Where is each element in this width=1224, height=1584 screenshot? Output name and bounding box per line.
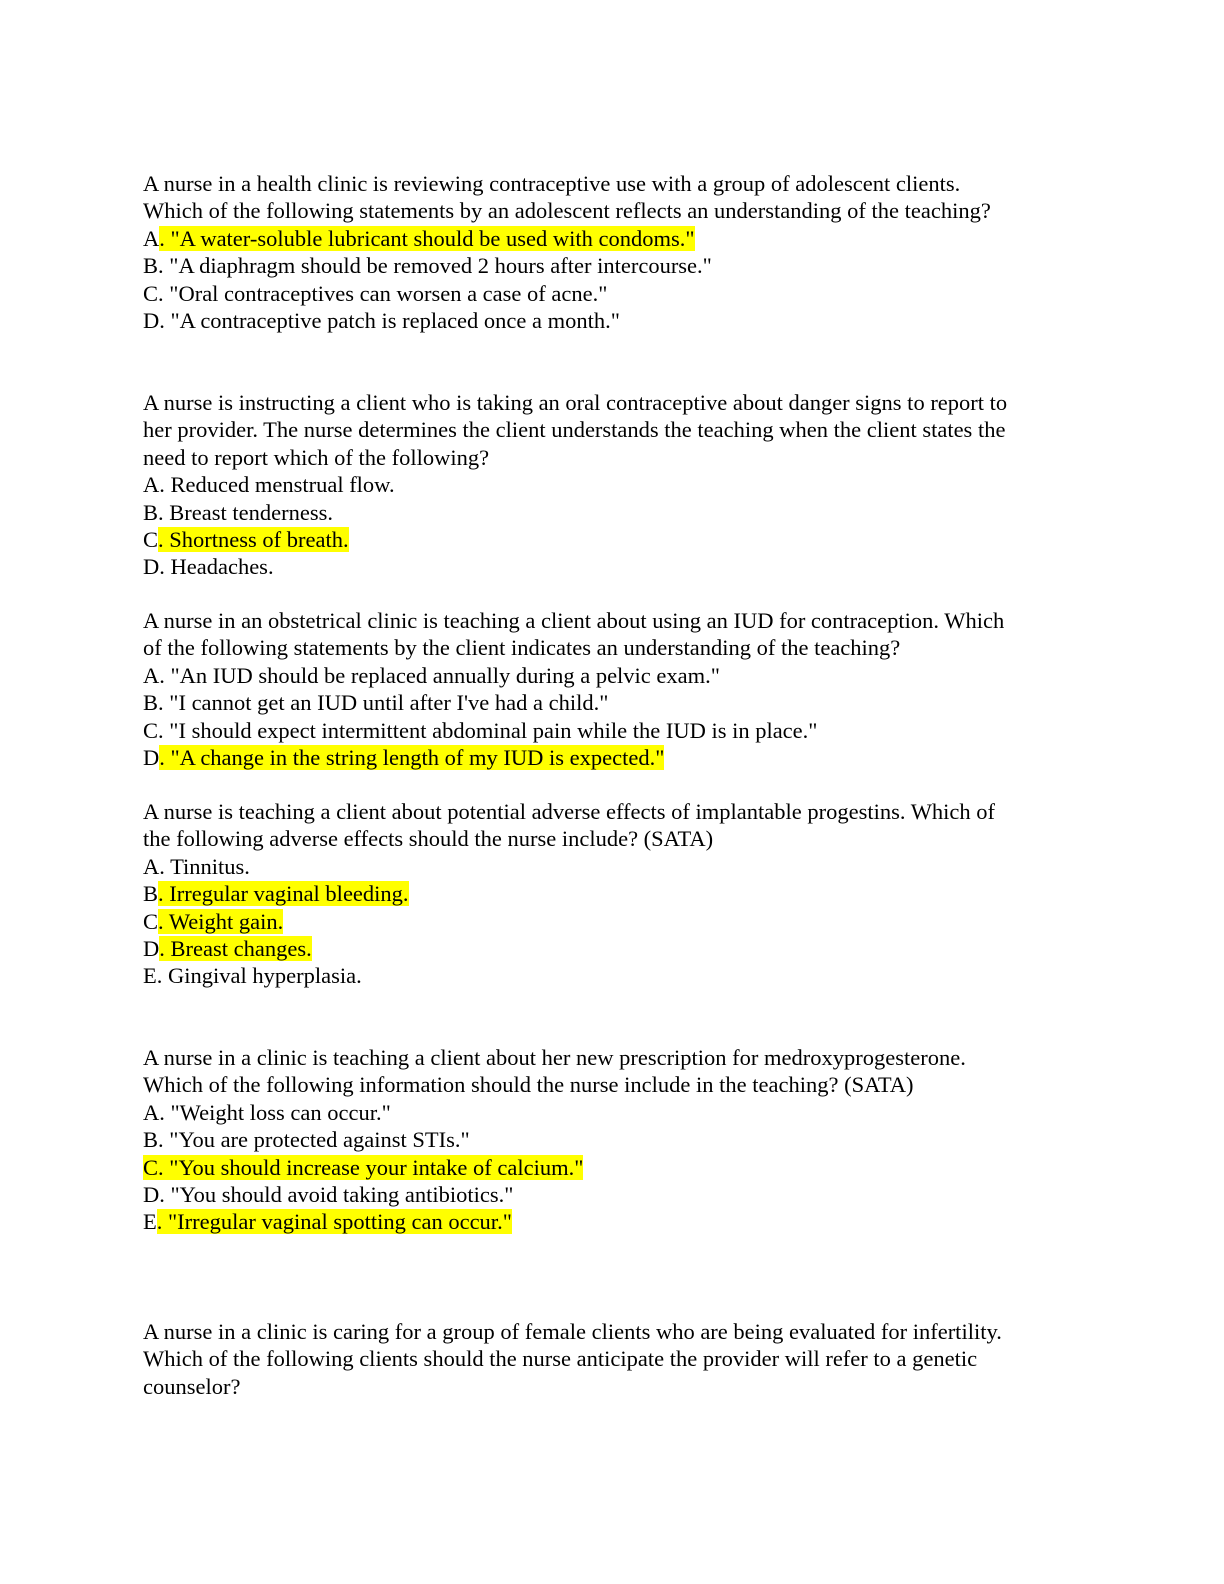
answer-option-b <box>143 252 1083 279</box>
question-stem-line: Which of the following information should the nurse include in the teaching? (SATA) <box>143 1072 914 1098</box>
option-letter: A <box>143 1099 160 1125</box>
question-stem-line: the following adverse effects should the nurse include? (SATA) <box>143 826 714 852</box>
answer-option-d <box>143 307 1083 334</box>
option-text: . Headaches. <box>159 554 274 580</box>
option-text-highlighted: . Breast changes. <box>159 935 312 961</box>
option-letter: A <box>143 225 160 251</box>
option-letter: C <box>143 280 159 306</box>
option-text-highlighted: . "A change in the string length of my IUD is expected." <box>159 744 665 770</box>
option-letter-highlighted: C <box>143 1154 159 1180</box>
option-text-highlighted: . "You should increase your intake of calcium." <box>158 1154 584 1180</box>
option-letter: B <box>143 499 159 525</box>
answer-option-c <box>143 1154 1083 1181</box>
option-text: . "A contraceptive patch is replaced once a month." <box>159 307 620 333</box>
answer-option-a <box>143 1099 1083 1126</box>
question-stem-line: her provider. The nurse determines the client understands the teaching when the client states the <box>143 417 1006 443</box>
question-stem-line: of the following statements by the client indicates an understanding of the teaching? <box>143 635 901 661</box>
answer-option-a <box>143 853 1083 880</box>
option-text: . Gingival hyperplasia. <box>156 963 362 989</box>
question-stem-line: Which of the following clients should the nurse anticipate the provider will refer to a genetic <box>143 1346 978 1372</box>
answer-option-a <box>143 662 1083 689</box>
answer-option-d <box>143 744 1083 771</box>
answer-option-e <box>143 962 1083 989</box>
answer-option-c <box>143 908 1083 935</box>
answer-option-e <box>143 1208 1083 1235</box>
option-letter: D <box>143 307 160 333</box>
option-text-highlighted: . Shortness of breath. <box>158 526 349 552</box>
option-letter: D <box>143 554 160 580</box>
answer-option-a <box>143 225 1083 252</box>
option-letter: D <box>143 744 160 770</box>
question-3 <box>143 607 1083 771</box>
option-text: . "I should expect intermittent abdominal pain while the IUD is in place." <box>158 717 818 743</box>
question-stem-line: A nurse is instructing a client who is taking an oral contraceptive about danger signs to report to <box>143 390 1008 415</box>
question-1 <box>143 170 1083 334</box>
option-text: . "You are protected against STIs." <box>158 1127 470 1153</box>
option-letter: A <box>143 853 160 879</box>
option-text: . Reduced menstrual flow. <box>159 472 395 498</box>
option-text-highlighted: . "A water-soluble lubricant should be used with condoms." <box>159 225 695 251</box>
option-text-highlighted: . Weight gain. <box>158 908 284 934</box>
option-text: . "I cannot get an IUD until after I've had a child." <box>158 690 609 716</box>
answer-option-c <box>143 280 1083 307</box>
option-letter: B <box>143 690 159 716</box>
option-letter: B <box>143 1127 159 1153</box>
option-letter: C <box>143 908 159 934</box>
option-letter: D <box>143 935 160 961</box>
option-letter: B <box>143 253 159 279</box>
option-text: . "Weight loss can occur." <box>159 1099 391 1125</box>
question-stem-line: counselor? <box>143 1373 241 1399</box>
answer-option-b <box>143 499 1083 526</box>
answer-option-b <box>143 689 1083 716</box>
question-stem-line: Which of the following statements by an adolescent reflects an understanding of the teaching? <box>143 198 991 224</box>
option-text-highlighted: . Irregular vaginal bleeding. <box>158 881 409 907</box>
question-2 <box>143 389 1083 581</box>
option-letter: E <box>143 1209 157 1235</box>
option-text: . Tinnitus. <box>159 853 250 879</box>
answer-option-c <box>143 526 1083 553</box>
question-6 <box>143 1318 1083 1400</box>
answer-option-d <box>143 553 1083 580</box>
option-text: . "An IUD should be replaced annually during a pelvic exam." <box>159 662 720 688</box>
option-text: . "A diaphragm should be removed 2 hours after intercourse." <box>158 253 712 279</box>
option-letter: A <box>143 662 160 688</box>
question-4 <box>143 798 1083 990</box>
answer-option-c <box>143 717 1083 744</box>
answer-option-a <box>143 471 1083 498</box>
option-letter: B <box>143 881 159 907</box>
option-letter: E <box>143 963 157 989</box>
answer-option-d <box>143 935 1083 962</box>
answer-option-b <box>143 880 1083 907</box>
question-stem-line: A nurse is teaching a client about potential adverse effects of implantable progestins. Which of <box>143 799 996 824</box>
question-5 <box>143 1044 1083 1236</box>
question-stem-line: need to report which of the following? <box>143 444 490 470</box>
option-text: . "Oral contraceptives can worsen a case of acne." <box>158 280 608 306</box>
question-stem-line: A nurse in a health clinic is reviewing contraceptive use with a group of adolescent clients. <box>143 171 961 196</box>
option-letter: A <box>143 472 160 498</box>
option-text: . "You should avoid taking antibiotics." <box>159 1181 514 1207</box>
answer-option-d <box>143 1181 1083 1208</box>
question-stem-line: A nurse in a clinic is caring for a group of female clients who are being evaluated for infertility. <box>143 1319 1002 1344</box>
question-stem-line: A nurse in a clinic is teaching a client about her new prescription for medroxyprogesterone. <box>143 1045 966 1070</box>
option-text-highlighted: . "Irregular vaginal spotting can occur." <box>156 1209 512 1235</box>
answer-option-b <box>143 1126 1083 1153</box>
option-letter: C <box>143 717 159 743</box>
question-stem-line: A nurse in an obstetrical clinic is teaching a client about using an IUD for contraception. Which <box>143 608 1005 633</box>
option-letter: D <box>143 1181 160 1207</box>
option-letter: C <box>143 526 159 552</box>
option-text: . Breast tenderness. <box>158 499 333 525</box>
